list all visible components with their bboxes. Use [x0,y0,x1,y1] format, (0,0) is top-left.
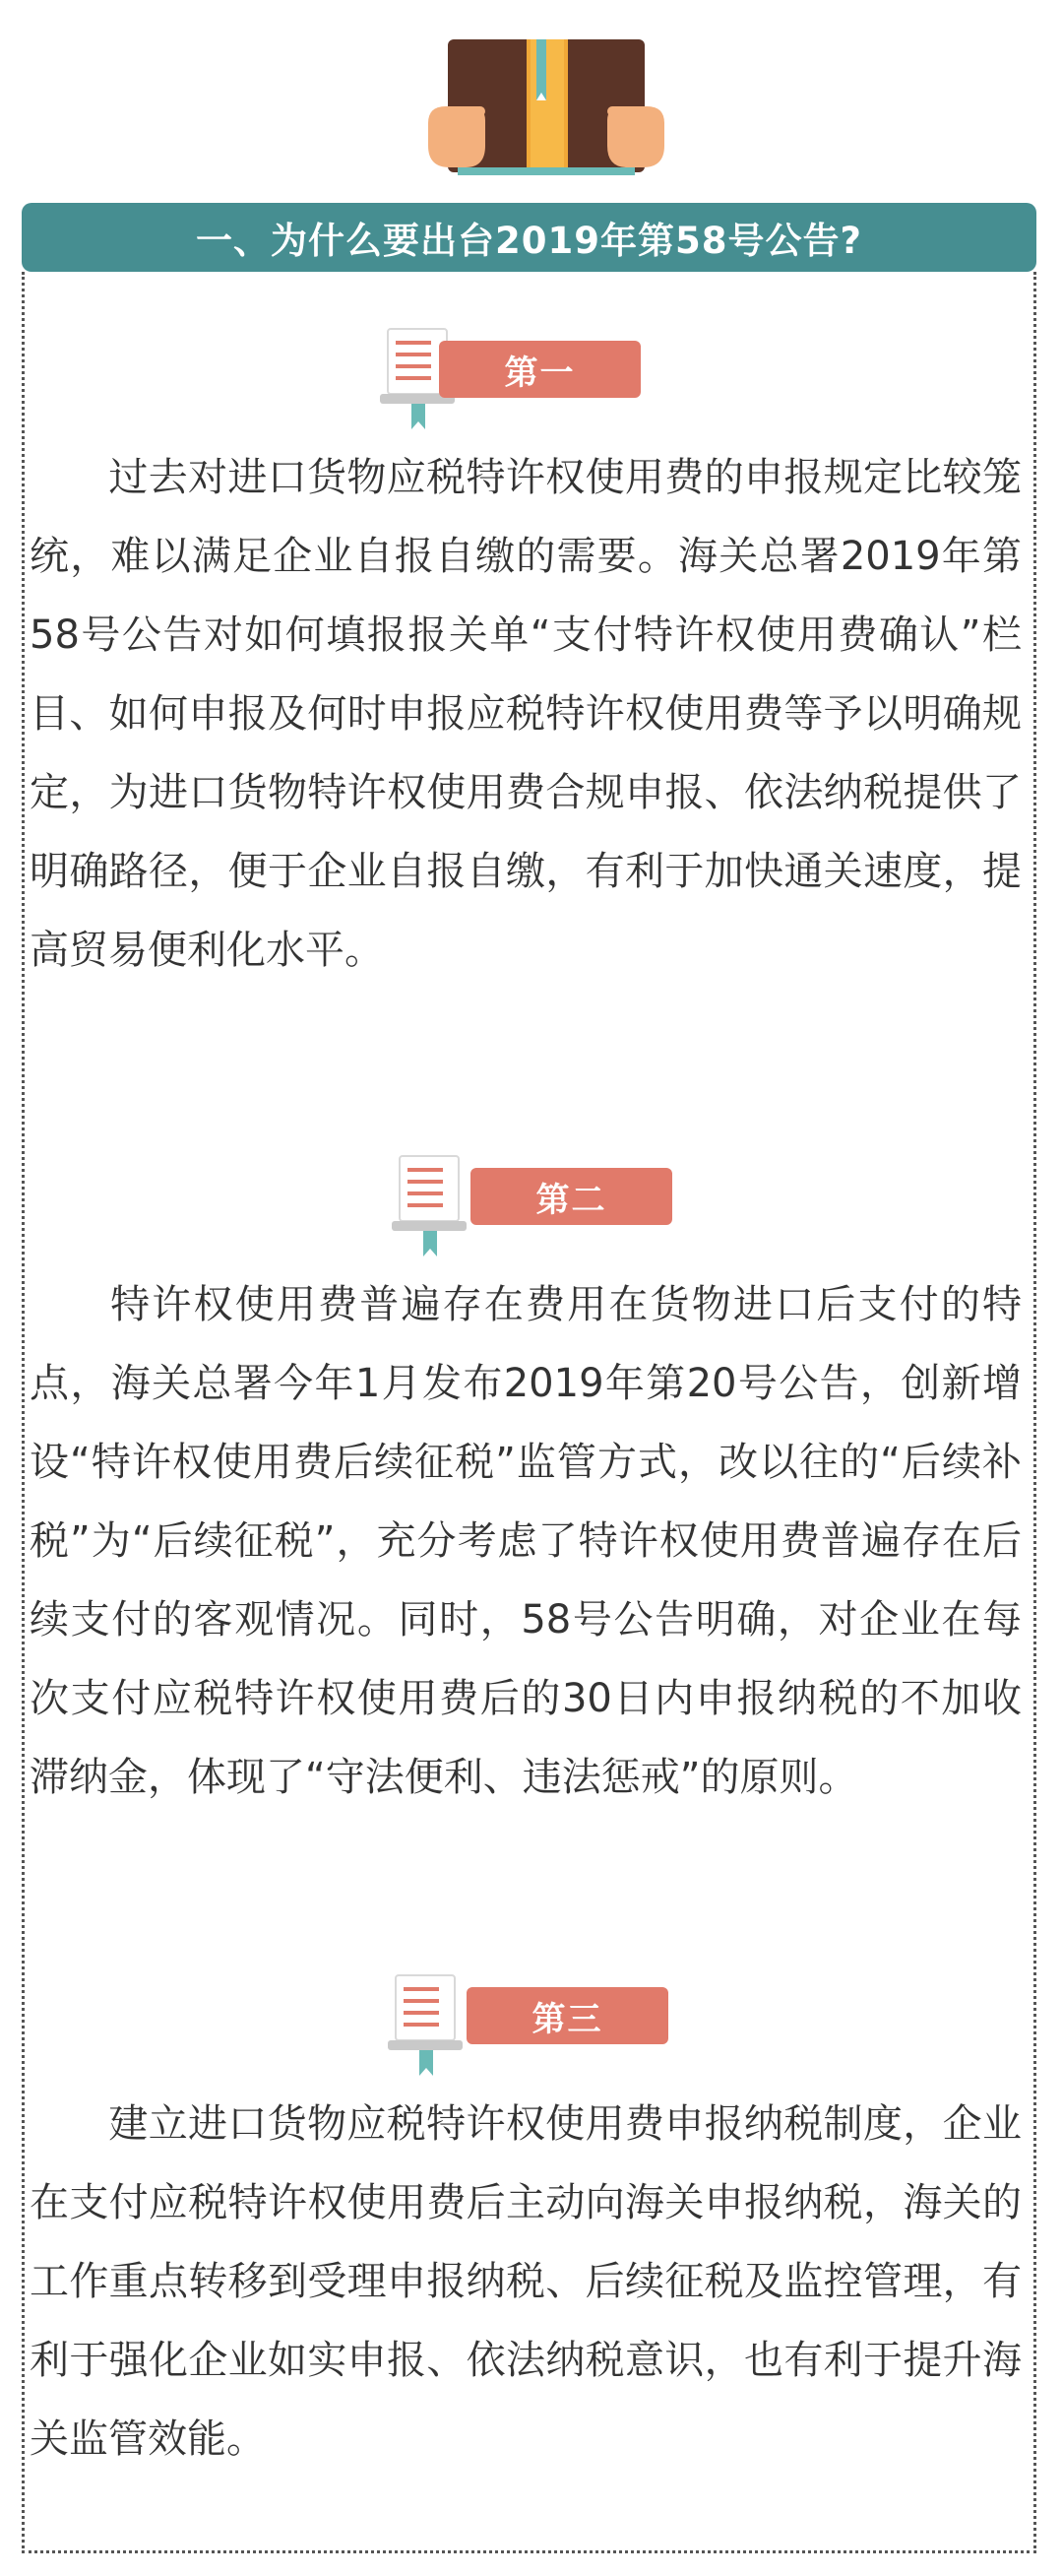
book-icon [428,30,664,177]
document-ribbon-icon [392,1152,470,1265]
section-badge: 第二 [470,1168,672,1225]
section-second [26,1152,1030,1817]
section-heading [26,1971,1030,2085]
section-paragraph: 过去对进口货物应税特许权使用费的申报规定比较笼统，难以满足企业自报自缴的需要。海关总署2019年第58号公告对如何填报报关单“支付特许权使用费确认”栏目、如何申报及何时申报应税特许权使用费等予以明确规定，为进口货物特许权使用费合规申报、依法纳税提供了明确路径，便于企业自报自缴，有利于加快通关速度，提高贸易便利化水平。 [30,455,1022,973]
section-title: 一、为什么要出台2019年第58号公告? [196,220,862,262]
section-third [26,1971,1030,2479]
section-first [26,325,1030,990]
document-ribbon-icon [388,1971,467,2085]
section-paragraph: 建立进口货物应税特许权使用费申报纳税制度，企业在支付应税特许权使用费后主动向海关申报纳税，海关的工作重点转移到受理申报纳税、后续征税及监控管理，有利于强化企业如实申报、依法纳税意识，也有利于提升海关监管效能。 [30,2101,1022,2462]
section-heading [26,1152,1030,1265]
section-badge: 第一 [439,341,641,398]
section-title-bar [22,203,1036,272]
section-paragraph: 特许权使用费普遍存在费用在货物进口后支付的特点，海关总署今年1月发布2019年第20号公告，创新增设“特许权使用费后续征税”监管方式，改以往的“后续补税”为“后续征税”，充分考虑了特许权使用费普遍存在后续支付的客观情况。同时，58号公告明确，对企业在每次支付应税特许权使用费后的30日内申报纳税的不加收滞纳金，体现了“守法便利、违法惩戒”的原则。 [30,1282,1022,1800]
section-heading [26,325,1030,438]
section-badge: 第三 [467,1987,668,2044]
